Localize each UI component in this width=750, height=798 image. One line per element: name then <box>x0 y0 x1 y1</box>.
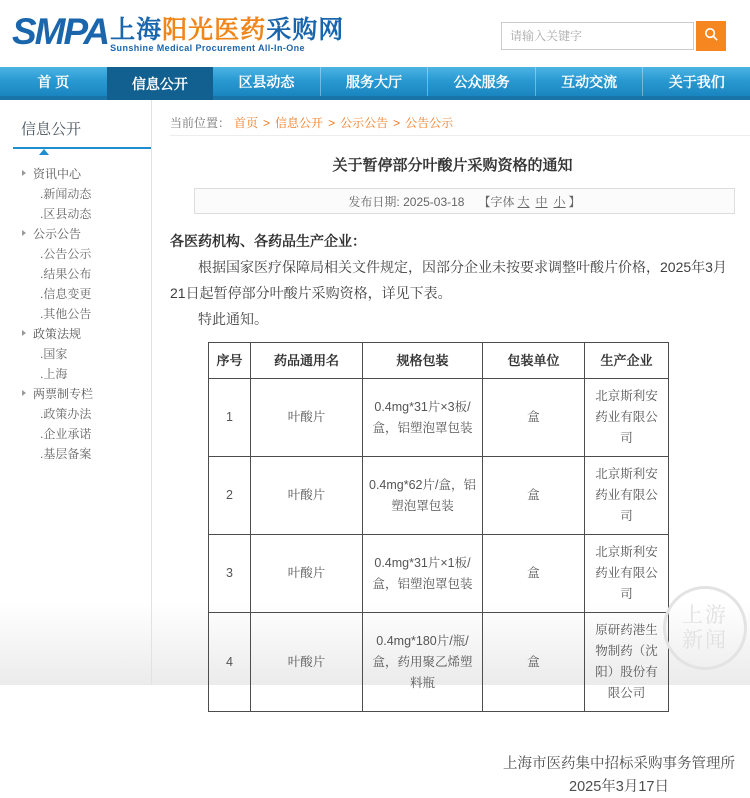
cell-spec: 0.4mg*31片×1板/盒，铝塑泡罩包装 <box>363 535 483 613</box>
cell-unit: 盒 <box>483 535 585 613</box>
signature-block <box>170 752 735 798</box>
nav-item-district-news[interactable]: 区县动态 <box>238 73 295 90</box>
main-nav <box>0 67 750 100</box>
paragraph: 根据国家医疗保障局相关文件规定，因部分企业未按要求调整叶酸片价格，2025年3月21日起暂停部分叶酸片采购资格，详见下表。 <box>170 259 727 301</box>
cell-manufacturer: 北京斯利安药业有限公司 <box>585 379 669 457</box>
cell-drug-name: 叶酸片 <box>251 379 363 457</box>
sidebar-menu <box>0 149 151 463</box>
cell-drug-name: 叶酸片 <box>251 613 363 712</box>
logo-acronym: SMPA <box>12 11 109 52</box>
sidebar <box>0 100 152 685</box>
cell-manufacturer: 北京斯利安药业有限公司 <box>585 535 669 613</box>
search-input[interactable] <box>501 22 694 50</box>
signature-date: 2025年3月17日 <box>569 779 669 795</box>
sidebar-item-news-updates[interactable]: .新闻动态 <box>40 186 92 201</box>
signature-organization: 上海市医药集中招标采购事务管理所 <box>503 756 735 772</box>
font-size-medium-link[interactable]: 中 <box>535 194 548 209</box>
watermark-logo <box>663 586 747 670</box>
cell-seq: 3 <box>209 535 251 613</box>
cell-seq: 1 <box>209 379 251 457</box>
cell-spec: 0.4mg*31片×3板/盒，铝塑泡罩包装 <box>363 379 483 457</box>
breadcrumb-link-home[interactable]: 首页 <box>234 116 259 130</box>
cell-spec: 0.4mg*62片/盒，铝塑泡罩包装 <box>363 457 483 535</box>
sidebar-item-policy-measures[interactable]: .政策办法 <box>40 406 92 421</box>
breadcrumb <box>170 110 750 136</box>
watermark-text: 新闻 <box>682 629 728 652</box>
sidebar-item-public-notices[interactable]: 公示公告 <box>0 223 151 243</box>
arrow-right-icon <box>22 170 26 176</box>
breadcrumb-link-public-notices[interactable]: 公示公告 <box>340 116 389 130</box>
nav-item-service-hall[interactable]: 服务大厅 <box>320 67 428 96</box>
nav-item-interaction[interactable]: 互动交流 <box>535 67 643 96</box>
nav-item-home[interactable]: 首 页 <box>37 73 70 90</box>
sidebar-item-news-center[interactable]: 资讯中心 <box>0 163 151 183</box>
cell-unit: 盒 <box>483 457 585 535</box>
sidebar-item-district-updates[interactable]: .区县动态 <box>40 206 92 221</box>
cell-seq: 2 <box>209 457 251 535</box>
sidebar-item-two-invoice[interactable]: 两票制专栏 <box>0 383 151 403</box>
cell-manufacturer: 原研药港生物制药（沈阳）股份有限公司 <box>585 613 669 712</box>
sidebar-item-national[interactable]: .国家 <box>40 346 68 361</box>
cell-spec: 0.4mg*180片/瓶/盒，药用聚乙烯塑料瓶 <box>363 613 483 712</box>
table-row <box>209 535 669 613</box>
watermark-text: 上游 <box>682 604 728 627</box>
cell-manufacturer: 北京斯利安药业有限公司 <box>585 457 669 535</box>
sidebar-item-shanghai[interactable]: .上海 <box>40 366 68 381</box>
cell-unit: 盒 <box>483 613 585 712</box>
table-row <box>209 379 669 457</box>
breadcrumb-link-announcements[interactable]: 公告公示 <box>405 116 454 130</box>
font-size-large-link[interactable]: 大 <box>517 194 530 209</box>
logo-text-block <box>110 17 344 54</box>
font-size-label-close: 】 <box>568 194 581 209</box>
breadcrumb-prefix: 当前位置： <box>170 116 231 130</box>
cell-drug-name: 叶酸片 <box>251 457 363 535</box>
paragraph: 特此通知。 <box>198 311 268 327</box>
breadcrumb-separator: > <box>263 115 271 130</box>
sidebar-title: 信息公开 <box>13 110 151 149</box>
sidebar-item-grassroots-filing[interactable]: .基层备案 <box>40 446 92 461</box>
breadcrumb-separator: > <box>328 115 336 130</box>
site-title: 上海阳光医药采购网 <box>110 16 345 44</box>
sidebar-item-result-publication[interactable]: .结果公布 <box>40 266 92 281</box>
site-subtitle: Sunshine Medical Procurement All-In-One <box>110 43 305 53</box>
search-button[interactable] <box>696 21 726 51</box>
search-icon <box>703 26 720 46</box>
main-panel <box>152 100 750 795</box>
col-header-unit: 包装单位 <box>483 343 585 379</box>
col-header-seq: 序号 <box>209 343 251 379</box>
cell-drug-name: 叶酸片 <box>251 535 363 613</box>
nav-item-info-disclosure[interactable]: 信息公开 <box>107 67 214 100</box>
font-size-small-link[interactable]: 小 <box>553 194 566 209</box>
arrow-right-icon <box>22 230 26 236</box>
table-header-row <box>209 343 669 379</box>
content-area <box>0 100 750 795</box>
sidebar-item-other-notices[interactable]: .其他公告 <box>40 306 92 321</box>
sidebar-item-policies[interactable]: 政策法规 <box>0 323 151 343</box>
table-row <box>209 613 669 712</box>
article-title: 关于暂停部分叶酸片采购资格的通知 <box>332 157 573 174</box>
col-header-drug-name: 药品通用名 <box>251 343 363 379</box>
breadcrumb-link-info-disclosure[interactable]: 信息公开 <box>275 116 324 130</box>
site-header <box>0 0 750 67</box>
article-meta-bar <box>194 188 735 214</box>
article-body <box>170 228 735 332</box>
drug-table <box>208 342 669 712</box>
breadcrumb-separator: > <box>393 115 401 130</box>
arrow-right-icon <box>22 390 26 396</box>
sidebar-item-info-changes[interactable]: .信息变更 <box>40 286 92 301</box>
publish-date: 发布日期: 2025-03-18 <box>348 194 465 209</box>
nav-item-public-service[interactable]: 公众服务 <box>427 67 535 96</box>
table-row <box>209 457 669 535</box>
cell-seq: 4 <box>209 613 251 712</box>
nav-item-about-us[interactable]: 关于我们 <box>642 67 750 96</box>
search-area <box>501 21 726 51</box>
col-header-manufacturer: 生产企业 <box>585 343 669 379</box>
sidebar-item-announcements[interactable]: .公告公示 <box>40 246 92 261</box>
cell-unit: 盒 <box>483 379 585 457</box>
site-logo[interactable] <box>12 10 344 54</box>
col-header-spec: 规格包装 <box>363 343 483 379</box>
sidebar-item-enterprise-commitment[interactable]: .企业承诺 <box>40 426 92 441</box>
arrow-right-icon <box>22 330 26 336</box>
font-size-label-open: 【字体 <box>478 194 515 209</box>
salutation: 各医药机构、各药品生产企业： <box>170 233 366 249</box>
